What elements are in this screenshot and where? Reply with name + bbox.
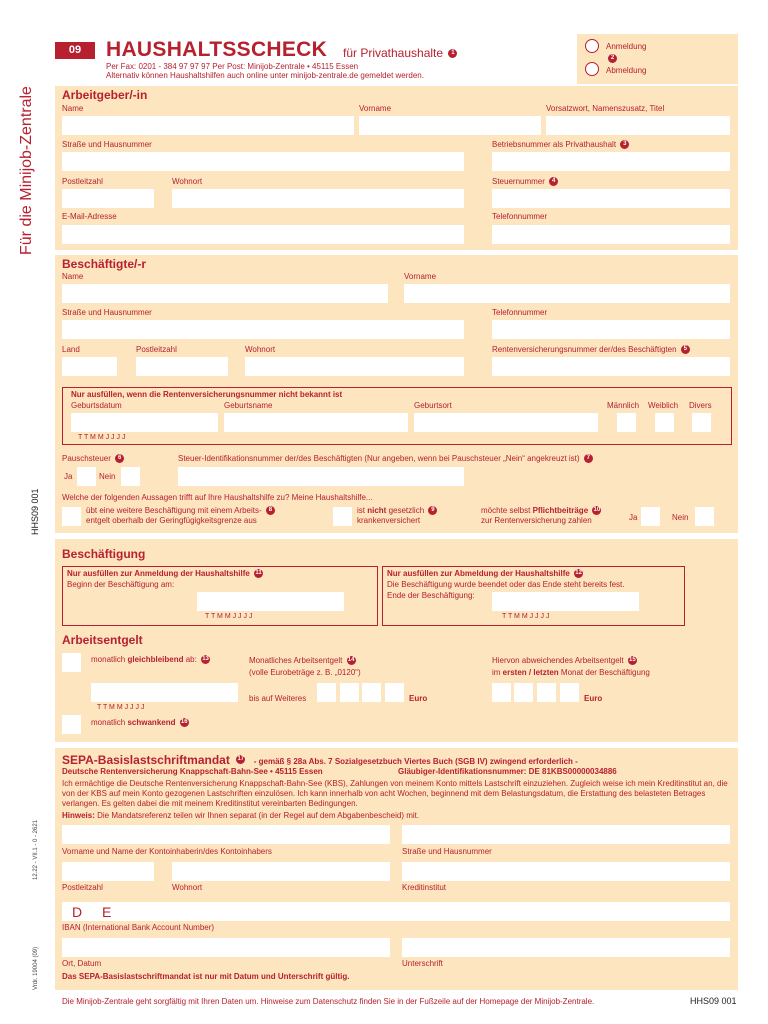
schwankend-checkbox[interactable] [62,715,81,734]
gleichbleibend-date-field[interactable] [91,683,238,702]
ag-telefon-label: Telefonnummer [492,212,548,221]
ag-betriebsnummer-label [492,140,629,150]
geburtsdatum-field[interactable] [71,413,218,432]
sepa-glaeubiger: Gläubiger-Identifikationsnummer: DE 81KBS00000034886 [398,767,617,776]
steuer-id-text: Steuer-Identifikationsnummer der/des Beschäftigten (Nur angeben, wenn bei Pauschsteuer „Nein“ angekreuzt ist) [178,454,580,463]
sepa-wohnort-field[interactable] [172,862,390,881]
im-pre: im [492,668,503,677]
ag-vorname-label: Vorname [359,104,392,113]
iban-prefix-d: D [72,904,83,920]
aussage2-line2: krankenversichert [357,516,421,525]
aussage3-nein-checkbox[interactable] [695,507,714,526]
geburtsname-label: Geburtsname [224,401,273,410]
schwankend-bold: schwankend [127,718,176,727]
entgelt-digit-1[interactable] [317,683,336,702]
ag-strasse-field[interactable] [62,152,464,171]
aussage3-nein-label: Nein [672,513,689,522]
geburtsname-field[interactable] [224,413,408,432]
sepa-title: SEPA-Basislastschriftmandat [62,753,230,767]
info-number-17: 17 [237,756,245,763]
aussage2-bold: nicht [367,506,387,515]
aussage2-label [357,506,437,526]
aussage1-checkbox[interactable] [62,507,81,526]
ag-betriebsnummer-field[interactable] [492,152,730,171]
aussage3-line2: zur Rentenversicherung zahlen [481,516,592,525]
beendet-label: Die Beschäftigung wurde beendet oder das Ende steht bereits fest. [387,580,625,589]
pauschsteuer-nein-checkbox[interactable] [121,467,140,486]
form-number-badge: 09 [55,42,95,59]
abmeldung-radio[interactable] [585,62,599,76]
info-number-10: 10 [593,507,601,514]
abmeldung-box-text: Nur ausfüllen zur Abmeldung der Haushaltshilfe [387,569,570,578]
anmeldung-box-text: Nur ausfüllen zur Anmeldung der Haushaltshilfe [67,569,250,578]
euro2-label: Euro [584,694,603,703]
aussage3-bold: Pflichtbeiträge [532,506,589,515]
ende-letters: T T M M J J J J [502,613,550,620]
abmeldung-label: Abmeldung [606,66,647,75]
gleichbleibend-pre: monatlich [91,655,128,664]
bs-wohnort-field[interactable] [245,357,464,376]
steuernummer-text: Steuernummer [492,177,545,186]
ag-telefon-field[interactable] [492,225,730,244]
ende-label: Ende der Beschäftigung: [387,591,475,600]
arbeitgeber-heading: Arbeitgeber/-in [62,88,148,102]
bs-land-label: Land [62,345,80,354]
weiblich-label: Weiblich [648,401,679,410]
ag-plz-field[interactable] [62,189,154,208]
kontoinhaber-label: Vorname und Name der Kontoinhaberin/des Kontoinhabers [62,847,272,856]
schwankend-pre: monatlich [91,718,128,727]
bs-name-field[interactable] [62,284,388,303]
contact-line: Per Fax: 0201 - 384 97 97 97 Per Post: Minijob-Zentrale • 45115 Essen [106,62,359,71]
ort-datum-field[interactable] [62,938,390,957]
bs-name-label: Name [62,272,84,281]
geburtsort-field[interactable] [414,413,598,432]
pauschsteuer-ja-checkbox[interactable] [77,467,96,486]
sepa-gueltig: Das SEPA-Basislastschriftmandat ist nur mit Datum und Unterschrift gültig. [62,972,350,981]
gleichbleibend-checkbox[interactable] [62,653,81,672]
info-number-9: 9 [428,506,437,515]
bs-telefon-field[interactable] [492,320,730,339]
ag-vorsatzwort-field[interactable] [546,116,730,135]
abweichend-text: Hiervon abweichendes Arbeitsentgelt [492,656,624,665]
ag-name-field[interactable] [62,116,354,135]
bs-rvnr-field[interactable] [492,357,730,376]
ag-steuernummer-label [492,177,558,187]
info-number-1: 1 [448,49,457,58]
info-number-4: 4 [549,177,558,186]
aussage3-label [481,506,601,526]
maennlich-label: Männlich [607,401,640,410]
online-note: Alternativ können Haushaltshilfen auch online unter minijob-zentrale.de gemeldet werden. [106,71,424,80]
side-version: 12.22 - VII.1 - 0 - 2621 [33,819,39,880]
ag-plz-label: Postleitzahl [62,177,103,186]
bs-land-field[interactable] [62,357,117,376]
pauschsteuer-ja-label: Ja [64,472,73,481]
hinweis-text: Die Mandatsreferenz teilen wir Ihnen separat (in der Regel auf dem Abgabenbescheid) mit. [94,811,420,820]
pauschsteuer-label [62,454,124,464]
sepa-strasse-field[interactable] [402,825,730,844]
anmeldung-label: Anmeldung [606,42,647,51]
abweichend-digit-3[interactable] [537,683,556,702]
info-number-2: 2 [608,54,617,63]
anmeldung-box-title [67,569,263,579]
registration-type-panel [577,34,738,84]
unknown-rvnr-title: Nur ausfüllen, wenn die Rentenversicherungsnummer nicht bekannt ist [71,390,343,399]
bs-plz-label: Postleitzahl [136,345,177,354]
sepa-strasse-label: Straße und Hausnummer [402,847,492,856]
side-code: HHS09 001 [30,488,40,535]
unterschrift-label: Unterschrift [402,959,443,968]
bs-strasse-field[interactable] [62,320,464,339]
hinweis-bold: Hinweis: [62,811,95,820]
aussage1-label [86,506,275,526]
aussage2-post: gesetzlich [386,506,425,515]
pauschsteuer-nein-label: Nein [99,472,116,481]
bs-vorname-label: Vorname [404,272,437,281]
divers-label: Divers [689,401,712,410]
bs-strasse-label: Straße und Hausnummer [62,308,152,317]
geburtsdatum-letters: T T M M J J J J [78,434,126,441]
subtitle-text: für Privathaushalte [343,46,444,60]
bs-vorname-field[interactable] [404,284,730,303]
page-title: HAUSHALTSSCHECK [106,38,328,61]
gleichbleibend-label [91,655,210,665]
bs-rvnr-label [492,345,690,355]
ag-vorsatzwort-label: Vorsatzwort, Namenszusatz, Titel [546,104,665,113]
kreditinstitut-label: Kreditinstitut [402,883,447,892]
iban-prefix-e: E [102,904,112,920]
rvnr-text: Rentenversicherungsnummer der/des Beschäftigten [492,345,677,354]
info-number-5: 5 [681,345,690,354]
geburtsort-label: Geburtsort [414,401,452,410]
info-number-16: 16 [180,719,188,726]
ersten-letzten: ersten / letzten [502,668,559,677]
info-number-3: 3 [620,140,629,149]
ag-wohnort-field[interactable] [172,189,464,208]
sepa-hinweis [62,811,419,821]
volle-text: (volle Eurobeträge z. B. „0120“) [249,668,361,677]
ag-email-field[interactable] [62,225,464,244]
abweichend-digit-4[interactable] [560,683,579,702]
monatliches-label [249,655,361,679]
sepa-gemaess: - gemäß § 28a Abs. 7 Sozialgesetzbuch Viertes Buch (SGB IV) zwingend erforderlich - [253,757,578,766]
sepa-mandate-text: Ich ermächtige die Deutsche Rentenversicherung Knappschaft-Bahn-See (KBS), Zahlungen von meinem Konto mittels Lastschrift einzuziehen. Zugleich weise ich mein Kreditinstitut an, die von der KBS auf mein Konto gezogenen Lastschriften einzulösen. Ich kann innerhalb von acht Wochen, beginnend mit dem Belastungsdatum, die Erstattung des belasteten Betrages verlangen. Es gelten dabei die mit meinem Kreditinstitut vereinbarten Bedingungen. [62,779,728,808]
ag-wohnort-label: Wohnort [172,177,203,186]
entgelt-digit-4[interactable] [385,683,404,702]
aussage2-pre: ist [357,506,368,515]
abweichend-label [492,655,650,679]
info-number-8: 8 [266,506,275,515]
info-number-11: 11 [255,570,262,577]
bs-plz-field[interactable] [136,357,228,376]
entgelt-digit-3[interactable] [362,683,381,702]
kontoinhaber-field[interactable] [62,825,390,844]
gleichbleibend-bold: gleichbleibend [127,655,184,664]
aussage1-line2: entgelt oberhalb der Geringfügigkeitsgrenze aus [86,516,257,525]
beginn-field[interactable] [197,592,344,611]
divers-checkbox[interactable] [692,413,711,432]
page-subtitle [343,46,457,60]
ort-datum-label: Ort, Datum [62,959,102,968]
info-number-13: 13 [202,656,209,663]
bis-auf-label: bis auf Weiteres [249,694,307,703]
kreditinstitut-field[interactable] [402,862,730,881]
aussage1-line1: übt eine weitere Beschäftigung mit einem Arbeits- [86,506,262,515]
ag-name-label: Name [62,104,84,113]
sepa-plz-field[interactable] [62,862,154,881]
iban-field[interactable] [62,902,730,921]
abweichend-digit-2[interactable] [514,683,533,702]
aussage3-ja-checkbox[interactable] [641,507,660,526]
entgelt-digit-2[interactable] [340,683,359,702]
ag-vorname-field[interactable] [359,116,541,135]
aussagen-question: Welche der folgenden Aussagen trifft auf Ihre Haushaltshilfe zu? Meine Haushaltshilfe... [62,493,373,502]
arbeitsentgelt-heading: Arbeitsentgelt [62,633,143,647]
info-number-14: 14 [347,657,355,664]
geburtsdatum-label: Geburtsdatum [71,401,122,410]
beginn-letters: T T M M J J J J [205,613,253,620]
unterschrift-field[interactable] [402,938,730,957]
beginn-label: Beginn der Beschäftigung am: [67,580,175,589]
monatliches-text: Monatliches Arbeitsentgelt [249,656,343,665]
gleichbleibend-letters: T T M M J J J J [97,704,145,711]
anmeldung-radio[interactable] [585,39,599,53]
info-number-7: 7 [584,454,593,463]
info-number-6: 6 [115,454,124,463]
aussage3-pre: möchte selbst [481,506,533,515]
weiblich-checkbox[interactable] [655,413,674,432]
steuer-id-field[interactable] [178,467,464,486]
steuer-id-label [178,454,593,464]
beschaeftigung-heading: Beschäftigung [62,547,146,561]
ende-field[interactable] [492,592,639,611]
abmeldung-box-title [387,569,583,579]
maennlich-checkbox[interactable] [617,413,636,432]
ag-email-label: E-Mail-Adresse [62,212,117,221]
ag-strasse-label: Straße und Hausnummer [62,140,152,149]
iban-label: IBAN (International Bank Account Number) [62,923,215,932]
euro-label: Euro [409,694,428,703]
gleichbleibend-ab: ab: [183,655,197,664]
beschaeftigte-heading: Beschäftigte/-r [62,257,147,271]
bs-wohnort-label: Wohnort [245,345,276,354]
ag-steuernummer-field[interactable] [492,189,730,208]
sepa-drv: Deutsche Rentenversicherung Knappschaft-Bahn-See • 45115 Essen [62,767,323,776]
info-number-12: 12 [575,570,582,577]
footer-text: Die Minijob-Zentrale geht sorgfältig mit Ihren Daten um. Hinweise zum Datenschutz finden Sie in der Fußzeile auf der Homepage der Minijob-Zentrale. [62,997,595,1006]
im-post: Monat der Beschäftigung [558,668,650,677]
pauschsteuer-text: Pauschsteuer [62,454,111,463]
footer-code: HHS09 001 [690,996,737,1006]
schwankend-label [91,718,189,728]
betriebsnummer-text: Betriebsnummer als Privathaushalt [492,140,617,149]
side-vordruck: Vrdr. 19004 (09) [33,946,39,990]
aussage3-ja-label: Ja [629,513,638,522]
sepa-plz-label: Postleitzahl [62,883,103,892]
sepa-wohnort-label: Wohnort [172,883,203,892]
side-title: Für die Minijob-Zentrale [18,86,35,255]
info-number-15: 15 [629,657,636,664]
abweichend-digit-1[interactable] [492,683,511,702]
bs-telefon-label: Telefonnummer [492,308,548,317]
aussage2-checkbox[interactable] [333,507,352,526]
